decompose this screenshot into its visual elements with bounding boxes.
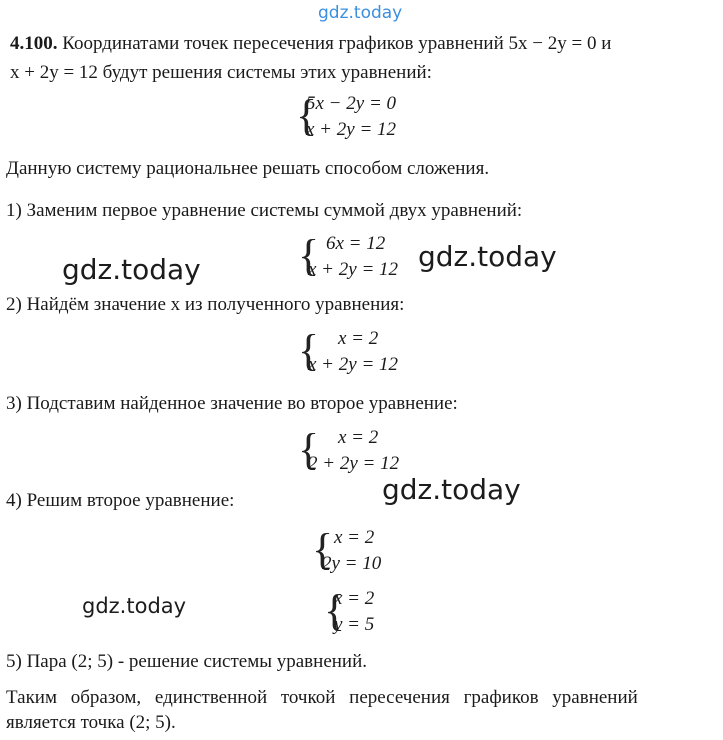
watermark-left: gdz.today bbox=[62, 253, 201, 286]
watermark-middle: gdz.today bbox=[382, 473, 521, 506]
equation-2: x + 2y = 12 bbox=[308, 354, 399, 375]
step-5-text: 5) Пара (2; 5) - решение системы уравнений. bbox=[6, 651, 368, 672]
brace: { bbox=[312, 525, 334, 574]
problem-statement-line-1 bbox=[10, 32, 611, 56]
equation-1: 5x − 2y = 0 bbox=[306, 93, 397, 114]
method-text: Данную систему рациональнее решать способом сложения. bbox=[6, 158, 490, 179]
equation-1: x = 2 bbox=[334, 588, 375, 609]
equation-1: x = 2 bbox=[334, 527, 375, 548]
problem-statement-line-2: x + 2y = 12 будут решения системы этих уравнений: bbox=[10, 62, 432, 83]
step-3-text: 3) Подставим найденное значение во второе уравнение: bbox=[6, 393, 458, 414]
intro-text-1: Координатами точек пересечения графиков уравнений 5x − 2y = 0 и bbox=[62, 33, 612, 54]
brace: { bbox=[296, 91, 318, 140]
watermark-bottom-left: gdz.today bbox=[82, 594, 187, 618]
equation-2: 2 + 2y = 12 bbox=[308, 453, 400, 474]
conclusion-line-1: Таким образом, единственной точкой пересечения графиков уравнений bbox=[6, 687, 638, 708]
watermark-top: gdz.today bbox=[318, 3, 403, 23]
equation-1: x = 2 bbox=[338, 328, 379, 349]
equation-2: x + 2y = 12 bbox=[306, 119, 397, 140]
watermark-right: gdz.today bbox=[418, 240, 557, 273]
equation-2: x + 2y = 12 bbox=[308, 259, 399, 280]
step-2-text: 2) Найдём значение x из полученного уравнения: bbox=[6, 294, 405, 315]
step-1-text: 1) Заменим первое уравнение системы суммой двух уравнений: bbox=[6, 200, 523, 221]
problem-number: 4.100. bbox=[10, 33, 58, 54]
brace: { bbox=[298, 425, 320, 474]
equation-2: y = 5 bbox=[334, 614, 375, 635]
brace: { bbox=[298, 326, 320, 375]
brace: { bbox=[324, 586, 346, 635]
conclusion-line-2: является точка (2; 5). bbox=[6, 712, 176, 733]
equation-1: x = 2 bbox=[338, 427, 379, 448]
equation-1: 6x = 12 bbox=[326, 233, 386, 254]
brace: { bbox=[298, 231, 320, 280]
step-4-text: 4) Решим второе уравнение: bbox=[6, 490, 235, 511]
equation-2: 2y = 10 bbox=[322, 553, 382, 574]
